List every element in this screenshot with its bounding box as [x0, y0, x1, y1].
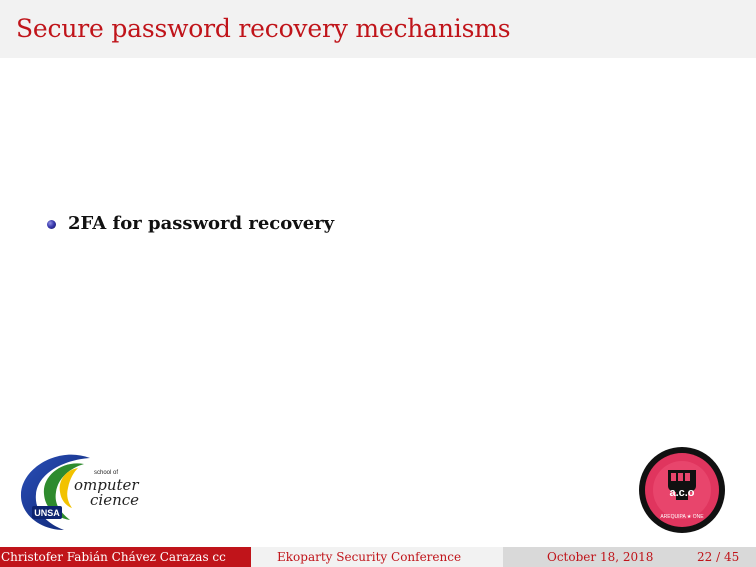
slide-title: Secure password recovery mechanisms [16, 14, 511, 43]
ekoparty-emblem-logo [638, 446, 726, 534]
logo-line2-text: cience [90, 491, 140, 509]
logo-line1-text: omputer [74, 476, 139, 494]
footer-event: Ekoparty Security Conference [251, 547, 503, 567]
bullet-item [47, 213, 334, 234]
emblem-center-text: a.c.o [669, 487, 695, 499]
footer [0, 547, 756, 567]
title-bar [0, 0, 756, 58]
computer-science-logo [18, 450, 146, 532]
bullet-icon [47, 220, 56, 229]
logo-badge-text: UNSA [34, 508, 60, 518]
footer-right-section [503, 547, 756, 567]
logo-small-text: school of [94, 470, 119, 476]
footer-author: Christofer Fabián Chávez Carazas cc [0, 547, 251, 567]
footer-date: October 18, 2018 [547, 550, 654, 564]
bullet-text: 2FA for password recovery [68, 213, 335, 234]
emblem-ring-text: AREQUIPA ★ ONE [660, 514, 704, 520]
footer-page-number: 22 / 45 [697, 550, 740, 564]
